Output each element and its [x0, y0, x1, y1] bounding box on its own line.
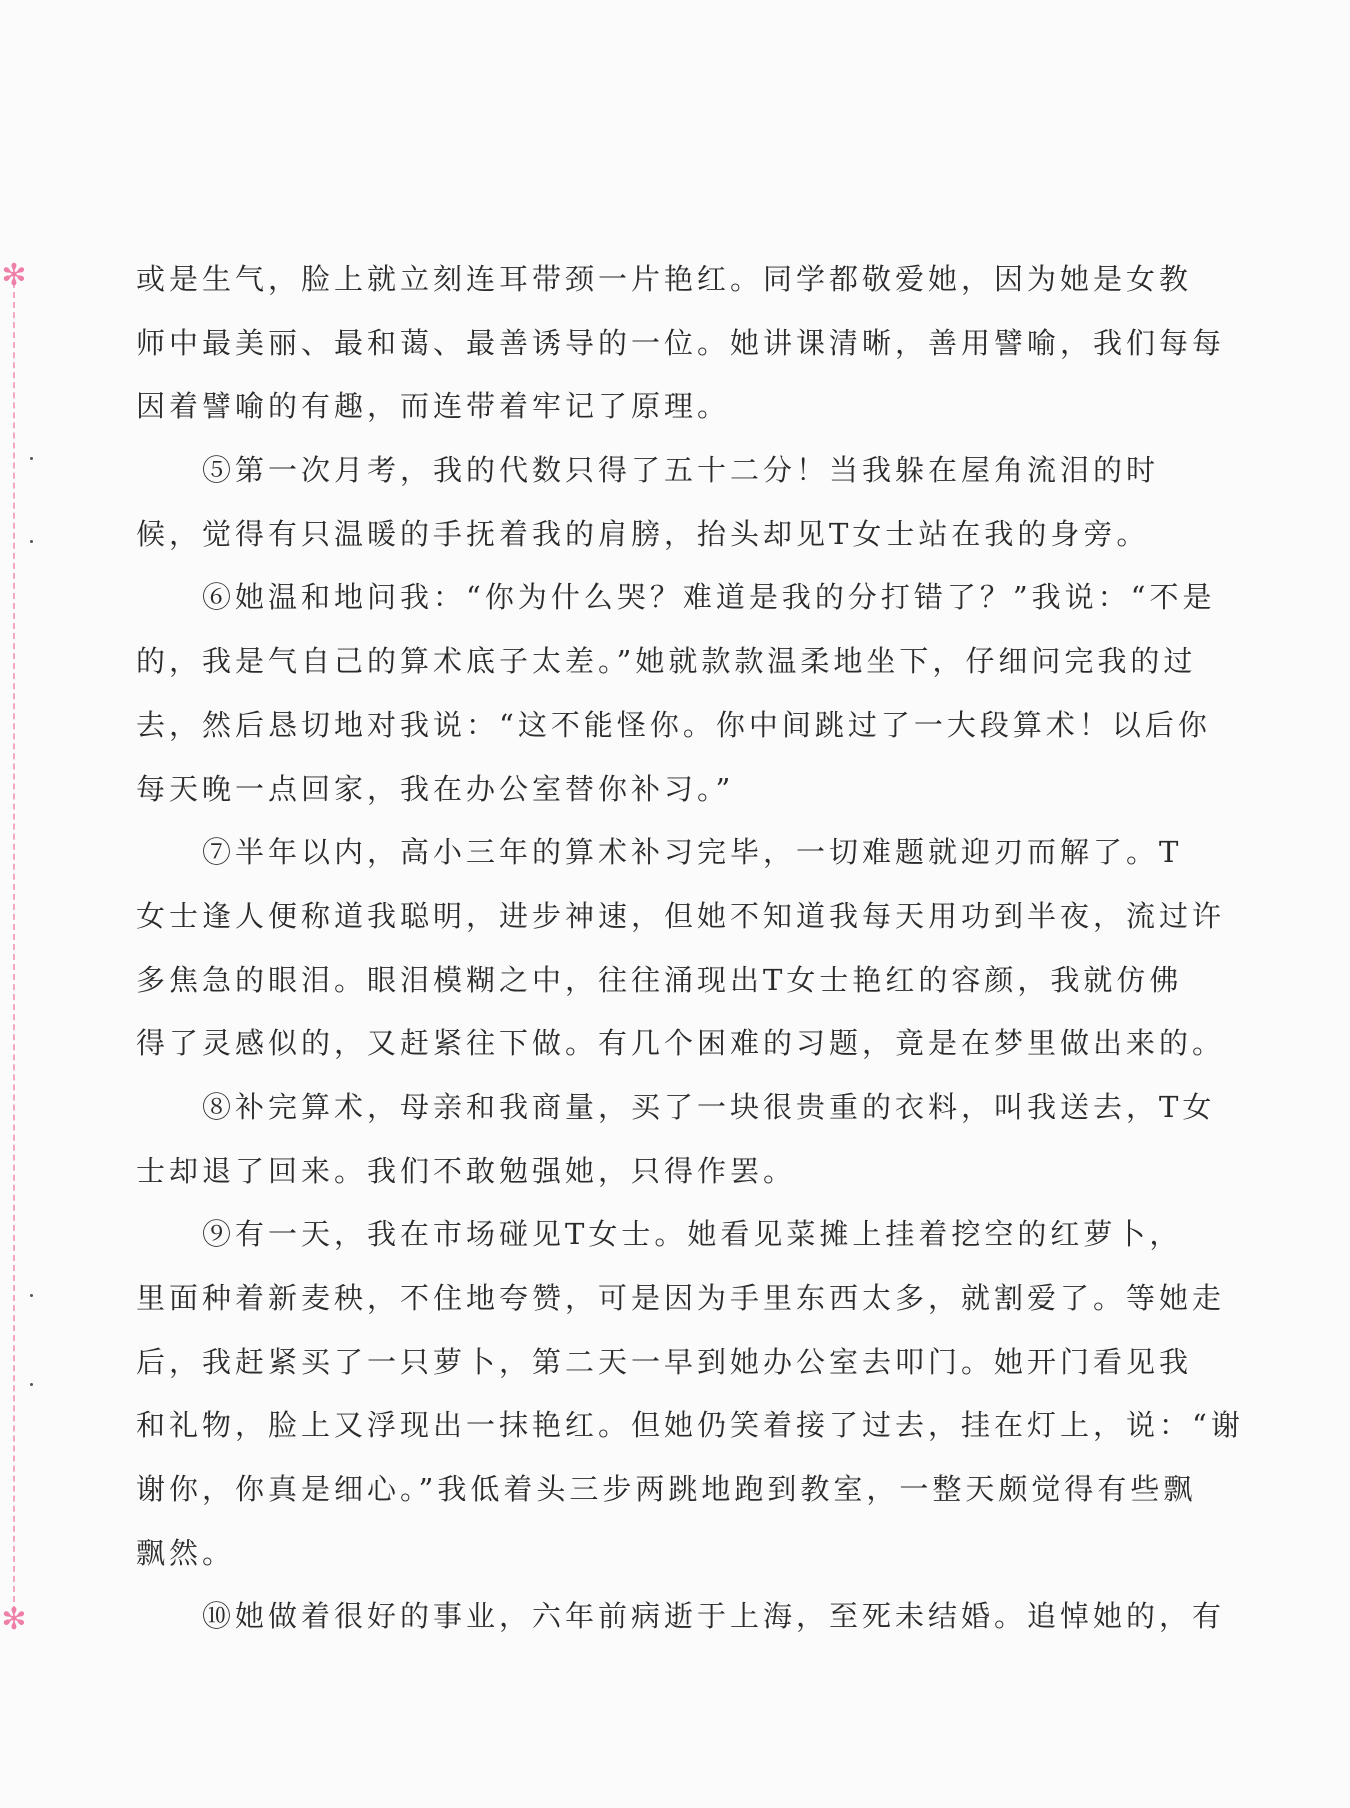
- text-run: 里面种着新麦秧，不住地夸赞，可是因为手里东西太多，就: [136, 1281, 995, 1315]
- text-line: ⑧补完算术，母亲和我商量，买了一块很贵重的衣料，叫我送去，T女: [136, 1089, 1216, 1124]
- scan-speck: [30, 457, 33, 460]
- text-line: 士却退了回来。我们不敢勉强她，只得作罢。: [136, 1153, 797, 1188]
- text-line: ⑥她温和地问我：“你为什么哭？难道是我的分打错了？”我说：“不是: [136, 580, 1216, 615]
- text-line: 多焦急的眼泪。眼泪模糊之中，往往涌现出T女士艳红的容颜，我就仿佛: [136, 962, 1183, 997]
- text-line: 因着譬喻的有趣，而连带着牢记了原理。: [136, 389, 731, 424]
- text-line: 谢你，你真是细心。”我低着头三步两跳地跑到教室，一整天颇觉得有些飘: [136, 1472, 1197, 1507]
- text-run: 了。等她走: [1060, 1281, 1226, 1315]
- body-text: [136, 248, 1244, 1649]
- emphasized-char: 割: [994, 1281, 1028, 1315]
- emphasized-char: 爱: [1027, 1281, 1061, 1315]
- text-line: 飘然。: [136, 1535, 236, 1570]
- text-line: 后，我赶紧买了一只萝卜，第二天一早到她办公室去叩门。她开门看见我: [136, 1344, 1193, 1379]
- scan-speck: [30, 1294, 33, 1297]
- text-line: ⑩她做着很好的事业，六年前病逝于上海，至死未结婚。追悼她的，有: [136, 1599, 1226, 1634]
- margin-dashed-rule: [13, 282, 15, 1612]
- text-line: 去，然后恳切地对我说：“这不能怪你。你中间跳过了一大段算术！以后你: [136, 707, 1211, 742]
- text-line: 的，我是气自己的算术底子太差。”她就款款温柔地坐下，仔细问完我的过: [136, 644, 1197, 679]
- text-line: 或是生气，脸上就立刻连耳带颈一片艳红。同学都敬爱她，因为她是女教: [136, 262, 1193, 296]
- text-line: ⑦半年以内，高小三年的算术补习完毕，一切难题就迎刃而解了。T: [136, 835, 1183, 870]
- text-line: 师中最美丽、最和蔼、最善诱导的一位。她讲课清晰，善用譬喻，我们每每: [136, 325, 1226, 360]
- scan-speck: [30, 1383, 33, 1386]
- flower-icon: ✻: [1, 1602, 27, 1637]
- text-line: 每天晚一点回家，我在办公室替你补习。”: [136, 771, 735, 806]
- text-line: 女士逢人便称道我聪明，进步神速，但她不知道我每天用功到半夜，流过许: [136, 898, 1226, 933]
- scan-speck: [30, 540, 33, 543]
- text-line: 和礼物，脸上又浮现出一抹艳红。但她仍笑着接了过去，挂在灯上，说：“谢: [136, 1408, 1244, 1443]
- flower-icon: ✻: [1, 258, 27, 293]
- text-line: 候，觉得有只温暖的手抚着我的肩膀，抬头却见T女士站在我的身旁。: [136, 516, 1150, 551]
- text-line: ⑤第一次月考，我的代数只得了五十二分！当我躲在屋角流泪的时: [136, 453, 1160, 488]
- text-line: ⑨有一天，我在市场碰见T女士。她看见菜摊上挂着挖空的红萝卜，: [136, 1217, 1183, 1252]
- text-line-emphasis: [136, 1267, 1226, 1331]
- text-line: 得了灵感似的，又赶紧往下做。有几个困难的习题，竟是在梦里做出来的。: [136, 1026, 1226, 1061]
